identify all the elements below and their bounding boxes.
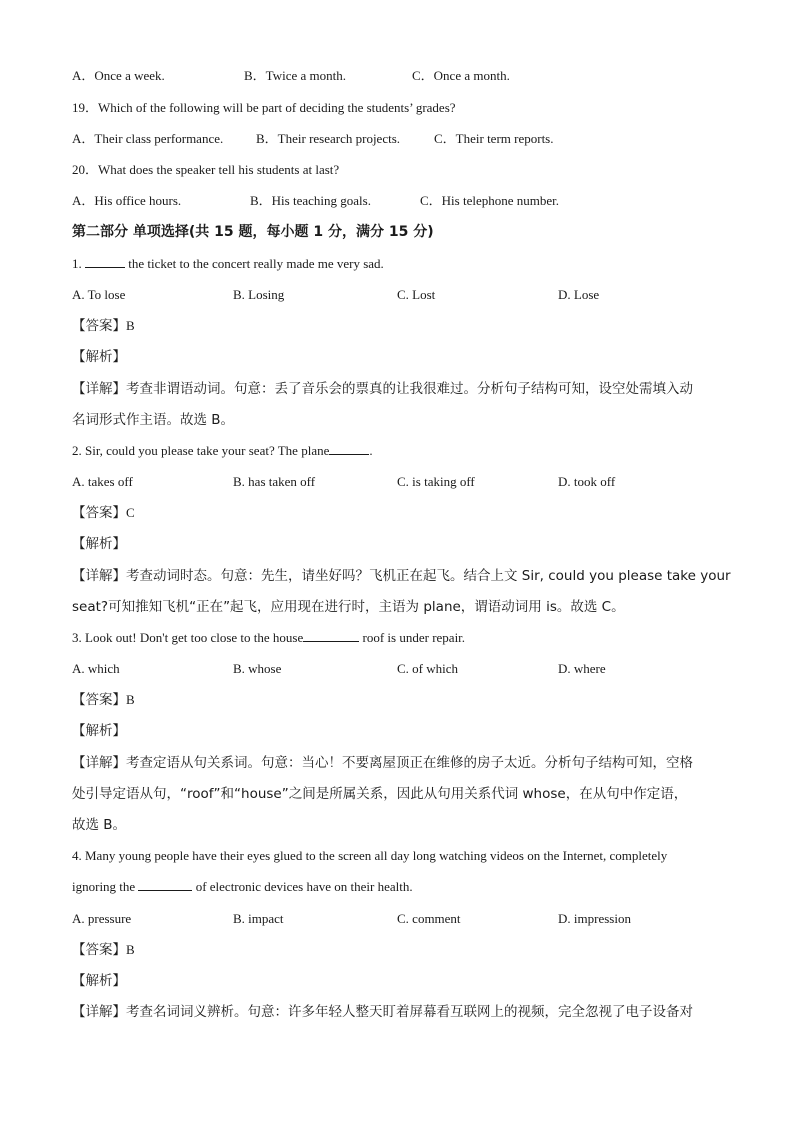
- item4-detail-text-1: 考查名词词义辨析。句意：许多年轻人整天盯着屏幕看互联网上的视频，完全忽视了电子设备对: [126, 1004, 693, 1020]
- q20-question: 20．What does the speaker tell his students at last?: [72, 162, 340, 177]
- item4-option-d: D. impression: [558, 911, 631, 926]
- item3-option-b: B. whose: [233, 661, 282, 676]
- section-heading: 第二部分 单项选择(共 15 题，每小题 1 分，满分 15 分): [72, 224, 434, 240]
- item4-question-suffix: of electronic devices have on their health.: [195, 879, 413, 894]
- item1-question-prefix: 1.: [72, 256, 82, 271]
- item2-blank: [329, 443, 369, 455]
- detail-label: 【详解】: [72, 1004, 126, 1020]
- answer-label: 【答案】: [72, 942, 126, 958]
- item3-detail-line-1: [72, 755, 693, 771]
- item2-analysis-label: 【解析】: [72, 536, 126, 552]
- detail-label: 【详解】: [72, 381, 126, 397]
- item2-detail-line-2: seat?可知推知飞机“正在”起飞，应用现在进行时，主语为 plane，谓语动词用 is。故选 C。: [72, 599, 625, 615]
- item3-analysis-label: 【解析】: [72, 723, 126, 739]
- item3-option-d: D. where: [558, 661, 606, 676]
- item3-option-c: C. of which: [397, 661, 459, 676]
- item4-option-b: B. impact: [233, 911, 284, 926]
- item4-option-c: C. comment: [397, 911, 461, 926]
- item3-detail-line-3: 故选 B。: [72, 817, 127, 833]
- item2-option-b: B. has taken off: [233, 474, 316, 489]
- answer-label: 【答案】: [72, 692, 126, 708]
- item3-question-suffix: roof is under repair.: [362, 630, 466, 645]
- item4-option-a: A. pressure: [72, 911, 132, 926]
- item1-analysis-label: 【解析】: [72, 349, 126, 365]
- item1-blank: [85, 256, 125, 268]
- item2-answer: [72, 505, 135, 521]
- item2-detail-text-1: 考查动词时态。句意：先生，请坐好吗？飞机正在起飞。结合上文 Sir, could you please take your: [126, 568, 731, 584]
- item4-analysis-label: 【解析】: [72, 973, 126, 989]
- item4-question-line-1: 4. Many young people have their eyes glued to the screen all day long watching videos on the Internet, completely: [72, 848, 668, 863]
- item2-question-suffix: .: [369, 443, 373, 458]
- item1-option-b: B. Losing: [233, 287, 285, 302]
- q19-option-a: A．Their class performance.: [72, 131, 224, 146]
- item1-option-d: D. Lose: [558, 287, 600, 302]
- item1-answer: [72, 318, 135, 334]
- q19-option-b: B．Their research projects.: [256, 131, 401, 146]
- q19-question: 19．Which of the following will be part of deciding the students’ grades?: [72, 100, 456, 115]
- q18-option-a: A．Once a week.: [72, 68, 165, 83]
- item3-blank: [303, 630, 359, 642]
- item3-answer-value: B: [126, 692, 135, 707]
- item1-detail-line-1: [72, 381, 693, 397]
- item4-question-prefix: ignoring the: [72, 879, 136, 894]
- q20-option-a: A．His office hours.: [72, 193, 182, 208]
- item2-question: [72, 443, 373, 459]
- item2-detail-line-1: [72, 568, 731, 584]
- q19-option-c: C．Their term reports.: [434, 131, 554, 146]
- item3-detail-line-2: 处引导定语从句，“roof”和“house”之间是所属关系，因此从句用关系代词 whose，在从句中作定语，: [72, 786, 688, 802]
- item1-option-a: A. To lose: [72, 287, 126, 302]
- q18-option-c: C．Once a month.: [412, 68, 510, 83]
- item1-question-suffix: the ticket to the concert really made me very sad.: [128, 256, 384, 271]
- q20-option-c: C．His telephone number.: [420, 193, 560, 208]
- item4-answer-value: B: [126, 942, 135, 957]
- item3-question: [72, 630, 465, 646]
- answer-label: 【答案】: [72, 318, 126, 334]
- item2-answer-value: C: [126, 505, 135, 520]
- item1-detail-text-1: 考查非谓语动词。句意：丢了音乐会的票真的让我很难过。分析句子结构可知，设空处需填入动: [126, 381, 693, 397]
- item2-option-c: C. is taking off: [397, 474, 475, 489]
- item2-question-prefix: 2. Sir, could you please take your seat? The plane: [72, 443, 330, 458]
- item3-question-prefix: 3. Look out! Don't get too close to the house: [72, 630, 304, 645]
- item4-question-line-2: [72, 879, 413, 895]
- item2-option-d: D. took off: [558, 474, 616, 489]
- item1-detail-line-2: 名词形式作主语。故选 B。: [72, 412, 235, 428]
- q20-option-b: B．His teaching goals.: [250, 193, 371, 208]
- item4-detail-line-1: [72, 1004, 693, 1020]
- answer-label: 【答案】: [72, 505, 126, 521]
- item3-detail-text-1: 考查定语从句关系词。句意：当心！不要离屋顶正在维修的房子太近。分析句子结构可知，空格: [126, 755, 693, 771]
- item1-question: [72, 256, 384, 272]
- item3-answer: [72, 692, 135, 708]
- item4-answer: [72, 942, 135, 958]
- detail-label: 【详解】: [72, 755, 126, 771]
- q18-option-b: B．Twice a month.: [244, 68, 346, 83]
- detail-label: 【详解】: [72, 568, 126, 584]
- item3-option-a: A. which: [72, 661, 120, 676]
- item4-blank: [138, 879, 192, 891]
- item1-answer-value: B: [126, 318, 135, 333]
- item1-option-c: C. Lost: [397, 287, 436, 302]
- item2-option-a: A. takes off: [72, 474, 133, 489]
